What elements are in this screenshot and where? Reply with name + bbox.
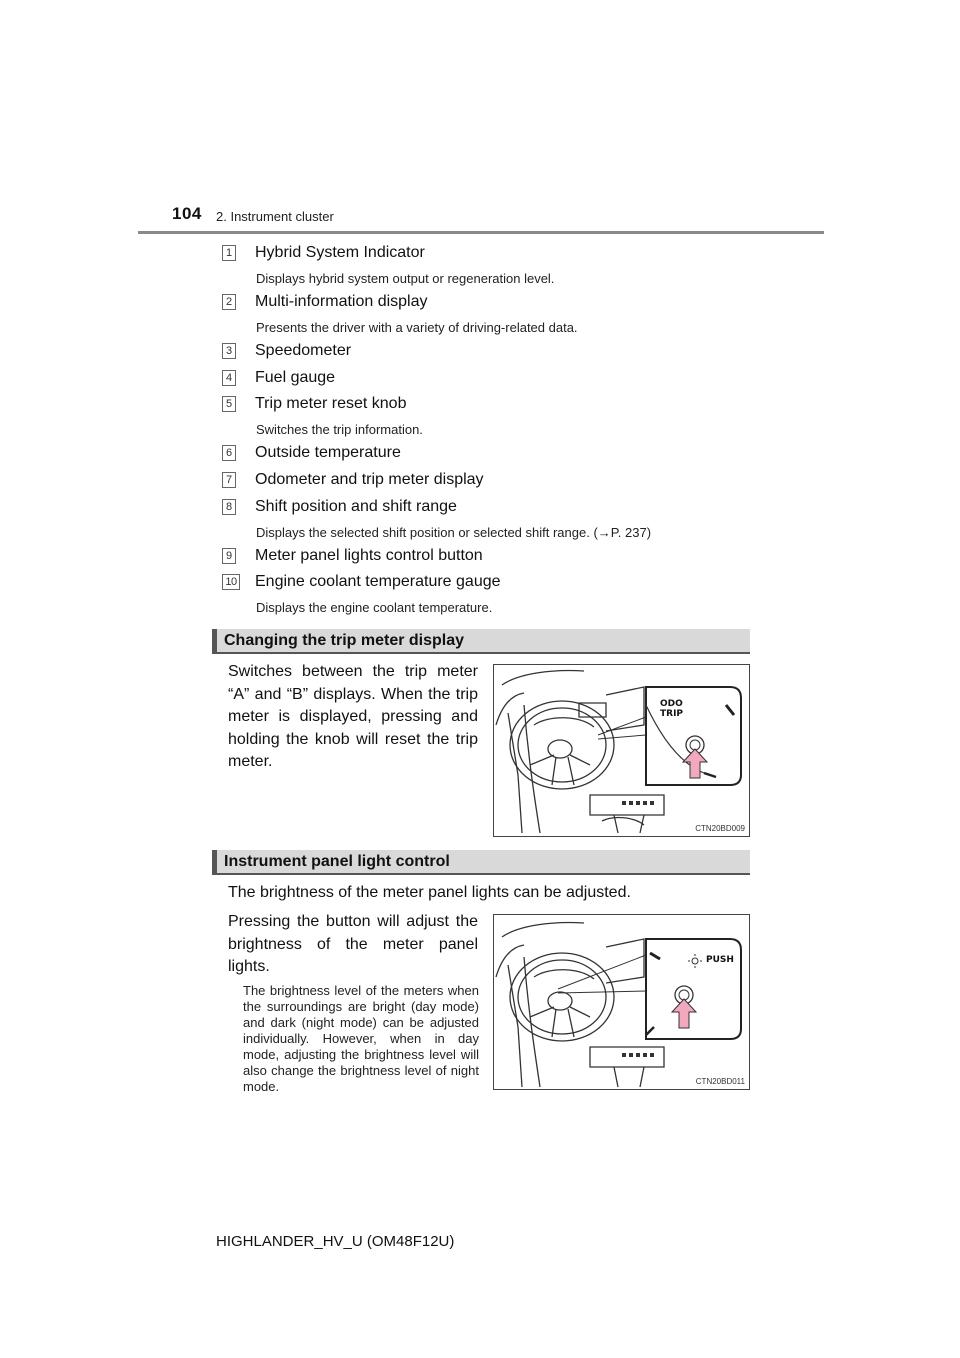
- list-item: [222, 243, 425, 263]
- item-number-badge: 9: [222, 548, 236, 564]
- section-heading-title: Changing the trip meter display: [224, 632, 465, 649]
- item-label: Hybrid System Indicator: [255, 244, 425, 261]
- list-item: [222, 368, 335, 388]
- list-item: [222, 572, 501, 592]
- section-heading-light: [212, 850, 750, 875]
- item-label: Trip meter reset knob: [255, 395, 407, 412]
- heading-marker: [212, 850, 217, 873]
- item-label: Speedometer: [255, 342, 352, 359]
- section-heading-title: Instrument panel light control: [224, 853, 450, 870]
- list-item: [222, 443, 401, 463]
- list-item: [222, 470, 484, 490]
- trip-meter-illustration: [493, 664, 750, 837]
- list-item: [222, 292, 428, 312]
- list-item: [222, 394, 406, 414]
- item-label: Fuel gauge: [255, 369, 336, 386]
- trip-body-text: Switches between the trip meter “A” and “B” displays. When the trip meter is displayed, pressing and holding the knob will reset the trip meter.: [228, 663, 478, 770]
- light-intro-text: The brightness of the meter panel lights can be adjusted.: [228, 884, 631, 901]
- item-number-badge: 8: [222, 499, 236, 515]
- item-label: Shift position and shift range: [255, 498, 457, 515]
- illustration-code: CTN20BD009: [695, 824, 745, 833]
- item-number-badge: 3: [222, 343, 236, 359]
- illustration-code: CTN20BD011: [695, 1077, 745, 1086]
- item-label: Multi-information display: [255, 293, 428, 310]
- item-label: Engine coolant temperature gauge: [255, 573, 501, 590]
- item-description: Presents the driver with a variety of driving-related data.: [256, 320, 578, 335]
- header-rule: [138, 231, 824, 234]
- item-label: Odometer and trip meter display: [255, 471, 484, 488]
- item-number-badge: 7: [222, 472, 236, 488]
- footer-model-code: HIGHLANDER_HV_U (OM48F12U): [216, 1233, 455, 1250]
- list-item: [222, 546, 483, 566]
- item-label: Outside temperature: [255, 444, 401, 461]
- section-title: 2. Instrument cluster: [216, 209, 334, 224]
- list-item: [222, 341, 351, 361]
- list-item: [222, 497, 457, 517]
- item-number-badge: 5: [222, 396, 236, 412]
- item-number-badge: 4: [222, 370, 236, 386]
- dashboard-drawing: [494, 665, 749, 836]
- item-description: Displays the selected shift position or selected shift range. (→P. 237): [256, 525, 652, 540]
- item-number-badge: 2: [222, 294, 236, 310]
- dashboard-drawing: [494, 915, 749, 1089]
- light-note-text: The brightness level of the meters when the surroundings are bright (day mode) and dark (night mode) can be adjusted individually. However, when in day mode, adjusting the brightness level will also change the brightness level of night mode.: [243, 983, 479, 1094]
- heading-marker: [212, 629, 217, 652]
- push-label: PUSH: [706, 955, 734, 965]
- item-description: Switches the trip information.: [256, 422, 423, 437]
- odo-trip-label: ODO TRIP: [660, 699, 684, 719]
- light-body-text: Pressing the button will adjust the brightness of the meter panel lights.: [228, 913, 478, 975]
- light-control-illustration: [493, 914, 750, 1090]
- item-number-badge: 10: [222, 574, 240, 590]
- item-label: Meter panel lights control button: [255, 547, 483, 564]
- page-number: 104: [172, 204, 202, 223]
- item-number-badge: 1: [222, 245, 236, 261]
- item-description: Displays the engine coolant temperature.: [256, 600, 493, 615]
- item-number-badge: 6: [222, 445, 236, 461]
- section-heading-trip: [212, 629, 750, 654]
- item-description: Displays hybrid system output or regeneration level.: [256, 271, 555, 286]
